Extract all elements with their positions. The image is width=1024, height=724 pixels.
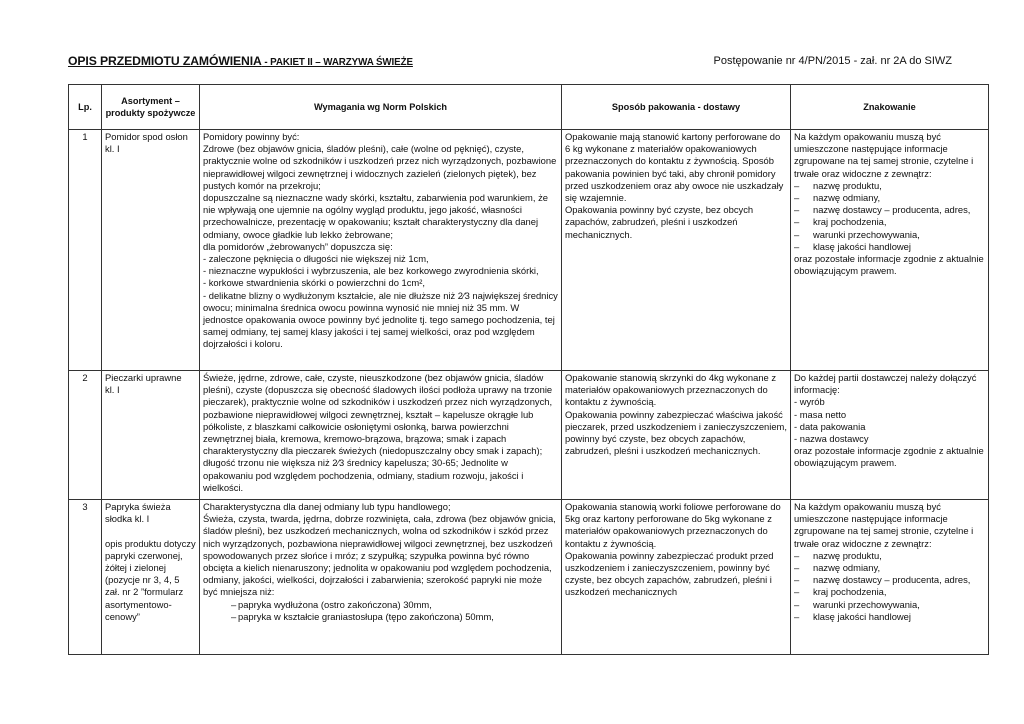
cell-requirements: Pomidory powinny być: Zdrowe (bez objawów gnicia, śladów pleśni), całe (wolne od pęknięć), czyste, praktycznie wolne od szkodników i uszkodzeń przez nich wyrządzonych, pozbawione nieprawidłowej wilgoci zewnętrznej i widocznych zazieleń (zielonych piętek), bez pustych komór na przekroju; dopuszczalne są nieznaczne wady skórki, kształtu, zabarwienia pod warunkiem, że nie wpływają one ujemnie na ogólny wygląd produktu, jego jakość, własności przechowalnicze, prezentację w opakowaniu; kształt charakterystyczny dla danej odmiany, owoce gładkie lub lekko żebrowane; dla pomidorów „żebrowanych” dopuszcza się: - zaleczone pęknięcia o długości nie większej niż 1cm, - nieznaczne wypukłości i wybrzuszenia, ale bez korkowego zwyrodnienia skórki, - korkowe stwardnienia skórki o powierzchni do 1cm², - delikatne blizny o wydłużonym kształcie, ale nie dłuższe niż 2⁄3 największej średnicy owocu; minimalna średnica owocu powinna wynosić nie mniej niż 35 mm. W jednostce opakowania owoce powinny być jednolite tj. tego samego pochodzenia, tej samej odmiany, tej samej klasy jakości i tej samej wielkości, oraz pod względem dojrzałości i koloru. bbox=[200, 130, 562, 371]
cell-labeling: Do każdej partii dostawczej należy dołączyć informację: - wyrób - masa netto - data pakowania - nazwa dostawcy oraz pozostałe informacje zgodnie z aktualnie obowiązującym prawem. bbox=[791, 371, 989, 500]
list-item: – nazwę produktu, bbox=[794, 550, 985, 562]
cell-requirements bbox=[200, 500, 562, 655]
table-row bbox=[69, 130, 989, 371]
cell-labeling bbox=[791, 130, 989, 371]
document-title bbox=[68, 54, 413, 68]
labeling-list bbox=[794, 180, 985, 253]
column-header-requirements: Wymagania wg Norm Polskich bbox=[200, 85, 562, 130]
labeling-outro: oraz pozostałe informacje zgodnie z aktualnie obowiązującym prawem. bbox=[794, 253, 984, 277]
title-main: OPIS PRZEDMIOTU ZAMÓWIENIA bbox=[68, 54, 262, 68]
list-item: – klasę jakości handlowej bbox=[794, 611, 985, 623]
list-item: – papryka w kształcie graniastosłupa (tępo zakończona) 50mm, bbox=[203, 611, 558, 623]
cell-packaging: Opakowanie stanowią skrzynki do 4kg wykonane z materiałów opakowaniowych przeznaczonych do kontaktu z żywnością. Opakowania powinny zabezpieczać właściwa jakość pieczarek, przed uszkodzeniem i zanieczyszczeniem, powinny być czyste, bez obcych zapachów, zabrudzeń, pleśni i uszkodzeń mechanicznych. bbox=[562, 371, 791, 500]
document-header bbox=[68, 54, 952, 72]
labeling-intro: Na każdym opakowaniu muszą być umieszczone następujące informacje zgrupowane na tej samej stronie, czytelne i trwałe oraz widoczne z zewnątrz: bbox=[794, 501, 974, 549]
column-header-assortment: Asortyment – produkty spożywcze bbox=[102, 85, 200, 130]
title-package: - PAKIET II – WARZYWA ŚWIEŻE bbox=[261, 57, 413, 68]
column-header-packaging: Sposób pakowania - dostawy bbox=[562, 85, 791, 130]
cell-packaging: Opakowania stanowią worki foliowe perforowane do 5kg oraz kartony perforowane do 5kg wykonane z materiałów opakowaniowych przeznaczonych do kontaktu z żywnością. Opakowania powinny zabezpieczać produkt przed uszkodzeniem i zanieczyszczeniem, powinny być czyste, bez obcych zapachów, zabrudzeń, pleśni i uszkodzeń mechanicznych bbox=[562, 500, 791, 655]
list-item: – nazwę odmiany, bbox=[794, 562, 985, 574]
list-item: – kraj pochodzenia, bbox=[794, 586, 985, 598]
cell-requirements: Świeże, jędrne, zdrowe, całe, czyste, nieuszkodzone (bez objawów gnicia, śladów pleśni), czyste (dopuszcza się obecność śladowych ilości podłoża uprawy na trzonie pieczarek), praktycznie wolne od szkodników i uszkodzeń przez nich wyrządzonych, pozbawione nieprawidłowej wilgoci zewnętrznej, kształt – kapelusze okrągłe lub półkoliste, z blaszkami całkowicie osłoniętymi osłonką, barwa powierzchni zewnętrznej biała, kremowa, kremowo-brązowa, brązowa; smak i zapach charakterystyczny dla pieczarek świeżych (niedopuszczalny obcy smak i zapach); długość trzonu nie większa niż 2⁄3 średnicy kapelusza; 30-65; Jednolite w opakowaniu pod względem pochodzenia, odmiany, stadium rozwoju, jakości i wielkości. bbox=[200, 371, 562, 500]
table-row bbox=[69, 500, 989, 655]
requirements-text: Charakterystyczna dla danej odmiany lub typu handlowego; Świeża, czysta, twarda, jędrna, dobrze rozwinięta, cała, zdrowa (bez objawów gnicia, śladów pleśni), bez uszkodzeń mechanicznych, wolna od szkodników i szkód przez nich wyrządzonych, pozbawiona nieprawidłowej wilgoci zewnętrznej, bez uszkodzeń spowodowanych przez słońce i mróz; z szypułką; szypułka powinna być równo obcięta a kielich nienaruszony; jednolita w opakowaniu pod względem pochodzenia, odmiany, jakości, wielkości, dojrzałości i zabarwienia; szerokość papryki nie może być mniejsza niż: bbox=[203, 501, 556, 598]
procedure-reference: Postępowanie nr 4/PN/2015 - zał. nr 2A do SIWZ bbox=[713, 55, 952, 67]
cell-lp: 1 bbox=[69, 130, 102, 371]
cell-assortment: Pieczarki uprawne kl. I bbox=[102, 371, 200, 500]
labeling-list bbox=[794, 550, 985, 623]
cell-labeling bbox=[791, 500, 989, 655]
requirements-list bbox=[203, 599, 558, 623]
cell-assortment: Papryka świeża słodka kl. I opis produktu dotyczy papryki czerwonej, żółtej i zielonej (pozycje nr 3, 4, 5 zał. nr 2 ”formularz asortymentowo-cenowy” bbox=[102, 500, 200, 655]
list-item: – nazwę odmiany, bbox=[794, 192, 985, 204]
cell-lp: 2 bbox=[69, 371, 102, 500]
labeling-intro: Na każdym opakowaniu muszą być umieszczone następujące informacje zgrupowane na tej samej stronie, czytelne i trwałe oraz widoczne z zewnątrz: bbox=[794, 131, 974, 179]
table-header-row bbox=[69, 85, 989, 130]
list-item: – papryka wydłużona (ostro zakończona) 30mm, bbox=[203, 599, 558, 611]
cell-packaging: Opakowanie mają stanowić kartony perforowane do 6 kg wykonane z materiałów opakowaniowych przeznaczonych do kontaktu z żywnością. Sposób pakowania powinien być taki, aby chronił pomidory przed uszkodzeniem oraz aby owoce nie uszkadzały się wzajemnie. Opakowania powinny być czyste, bez obcych zapachów, zabrudzeń, pleśni i uszkodzeń mechanicznych. bbox=[562, 130, 791, 371]
cell-assortment: Pomidor spod osłon kl. I bbox=[102, 130, 200, 371]
list-item: – nazwę produktu, bbox=[794, 180, 985, 192]
list-item: – kraj pochodzenia, bbox=[794, 216, 985, 228]
table-row bbox=[69, 371, 989, 500]
column-header-lp: Lp. bbox=[69, 85, 102, 130]
cell-lp: 3 bbox=[69, 500, 102, 655]
list-item: – klasę jakości handlowej bbox=[794, 241, 985, 253]
list-item: – warunki przechowywania, bbox=[794, 599, 985, 611]
specification-table bbox=[68, 84, 989, 655]
list-item: – nazwę dostawcy – producenta, adres, bbox=[794, 574, 985, 586]
column-header-labeling: Znakowanie bbox=[791, 85, 989, 130]
list-item: – nazwę dostawcy – producenta, adres, bbox=[794, 204, 985, 216]
list-item: – warunki przechowywania, bbox=[794, 229, 985, 241]
